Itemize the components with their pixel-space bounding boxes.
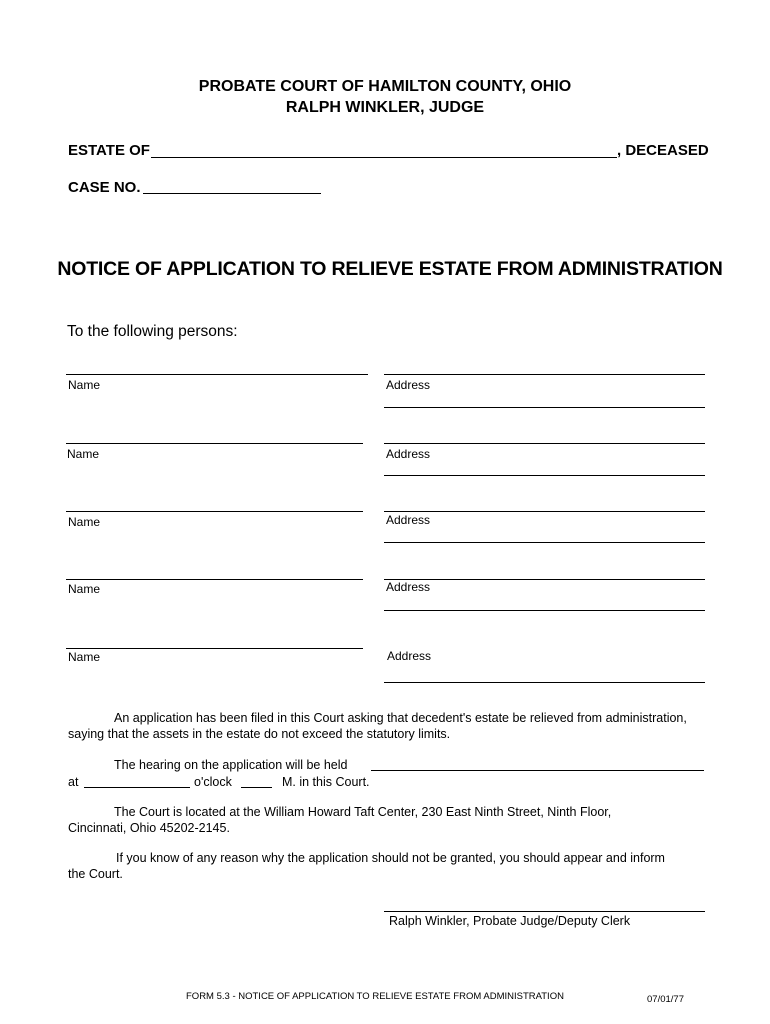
hearing-at-label: at [68,775,79,789]
estate-name-field[interactable] [151,157,617,158]
hearing-m-label: M. in this Court. [282,775,370,789]
address-line2-field-1[interactable] [384,407,705,408]
notice-title: NOTICE OF APPLICATION TO RELIEVE ESTATE FROM ADMINISTRATION [57,258,723,280]
name-label-2: Name [67,447,100,461]
address-line2-field-2[interactable] [384,475,705,476]
name-field-5[interactable] [66,648,363,649]
address-field-5[interactable] [384,682,705,683]
footer-form-label: FORM 5.3 - NOTICE OF APPLICATION TO RELIEVE ESTATE FROM ADMINISTRATION [186,991,564,1002]
deceased-label: , DECEASED [617,142,709,159]
location-text-line2: Cincinnati, Ohio 45202-2145. [68,821,230,835]
address-field-2[interactable] [384,443,705,444]
application-text-line2: saying that the assets in the estate do not exceed the statutory limits. [68,727,451,741]
name-label-5: Name [68,650,101,664]
address-label-5: Address [387,649,432,663]
signature-field[interactable] [384,911,705,912]
name-field-3[interactable] [66,511,363,512]
intro-text: To the following persons: [67,323,238,340]
name-label-3: Name [68,515,101,529]
hearing-time-field[interactable] [84,787,190,788]
reason-text-line2: the Court. [68,867,123,881]
court-title: PROBATE COURT OF HAMILTON COUNTY, OHIO [198,78,572,95]
hearing-am-pm-field[interactable] [241,787,272,788]
name-field-1[interactable] [66,374,368,375]
estate-label: ESTATE OF [68,142,150,159]
judge-title: RALPH WINKLER, JUDGE [285,99,485,116]
case-no-field[interactable] [143,193,321,194]
location-text-line1: The Court is located at the William Howard Taft Center, 230 East Ninth Street, Ninth Floor, [114,805,612,819]
address-line2-field-4[interactable] [384,610,705,611]
application-text-line1: An application has been filed in this Court asking that decedent's estate be relieved from administration, [114,711,687,725]
address-label-2: Address [386,447,431,461]
name-field-4[interactable] [66,579,363,580]
hearing-text: The hearing on the application will be held [114,758,348,772]
address-field-3[interactable] [384,511,705,512]
address-field-1[interactable] [384,374,705,375]
address-line2-field-3[interactable] [384,542,705,543]
address-label-1: Address [386,378,431,392]
reason-text-line1: If you know of any reason why the application should not be granted, you should appear and inform [116,851,665,865]
name-label-4: Name [68,582,101,596]
hearing-date-field[interactable] [371,770,704,771]
name-label-1: Name [68,378,101,392]
address-label-4: Address [386,580,431,594]
case-no-label: CASE NO. [68,179,141,196]
address-label-3: Address [386,513,431,527]
address-field-4[interactable] [384,579,705,580]
footer-date: 07/01/77 [647,994,684,1005]
hearing-oclock-label: o'clock [194,775,232,789]
name-field-2[interactable] [66,443,363,444]
signature-label: Ralph Winkler, Probate Judge/Deputy Clerk [389,914,631,928]
